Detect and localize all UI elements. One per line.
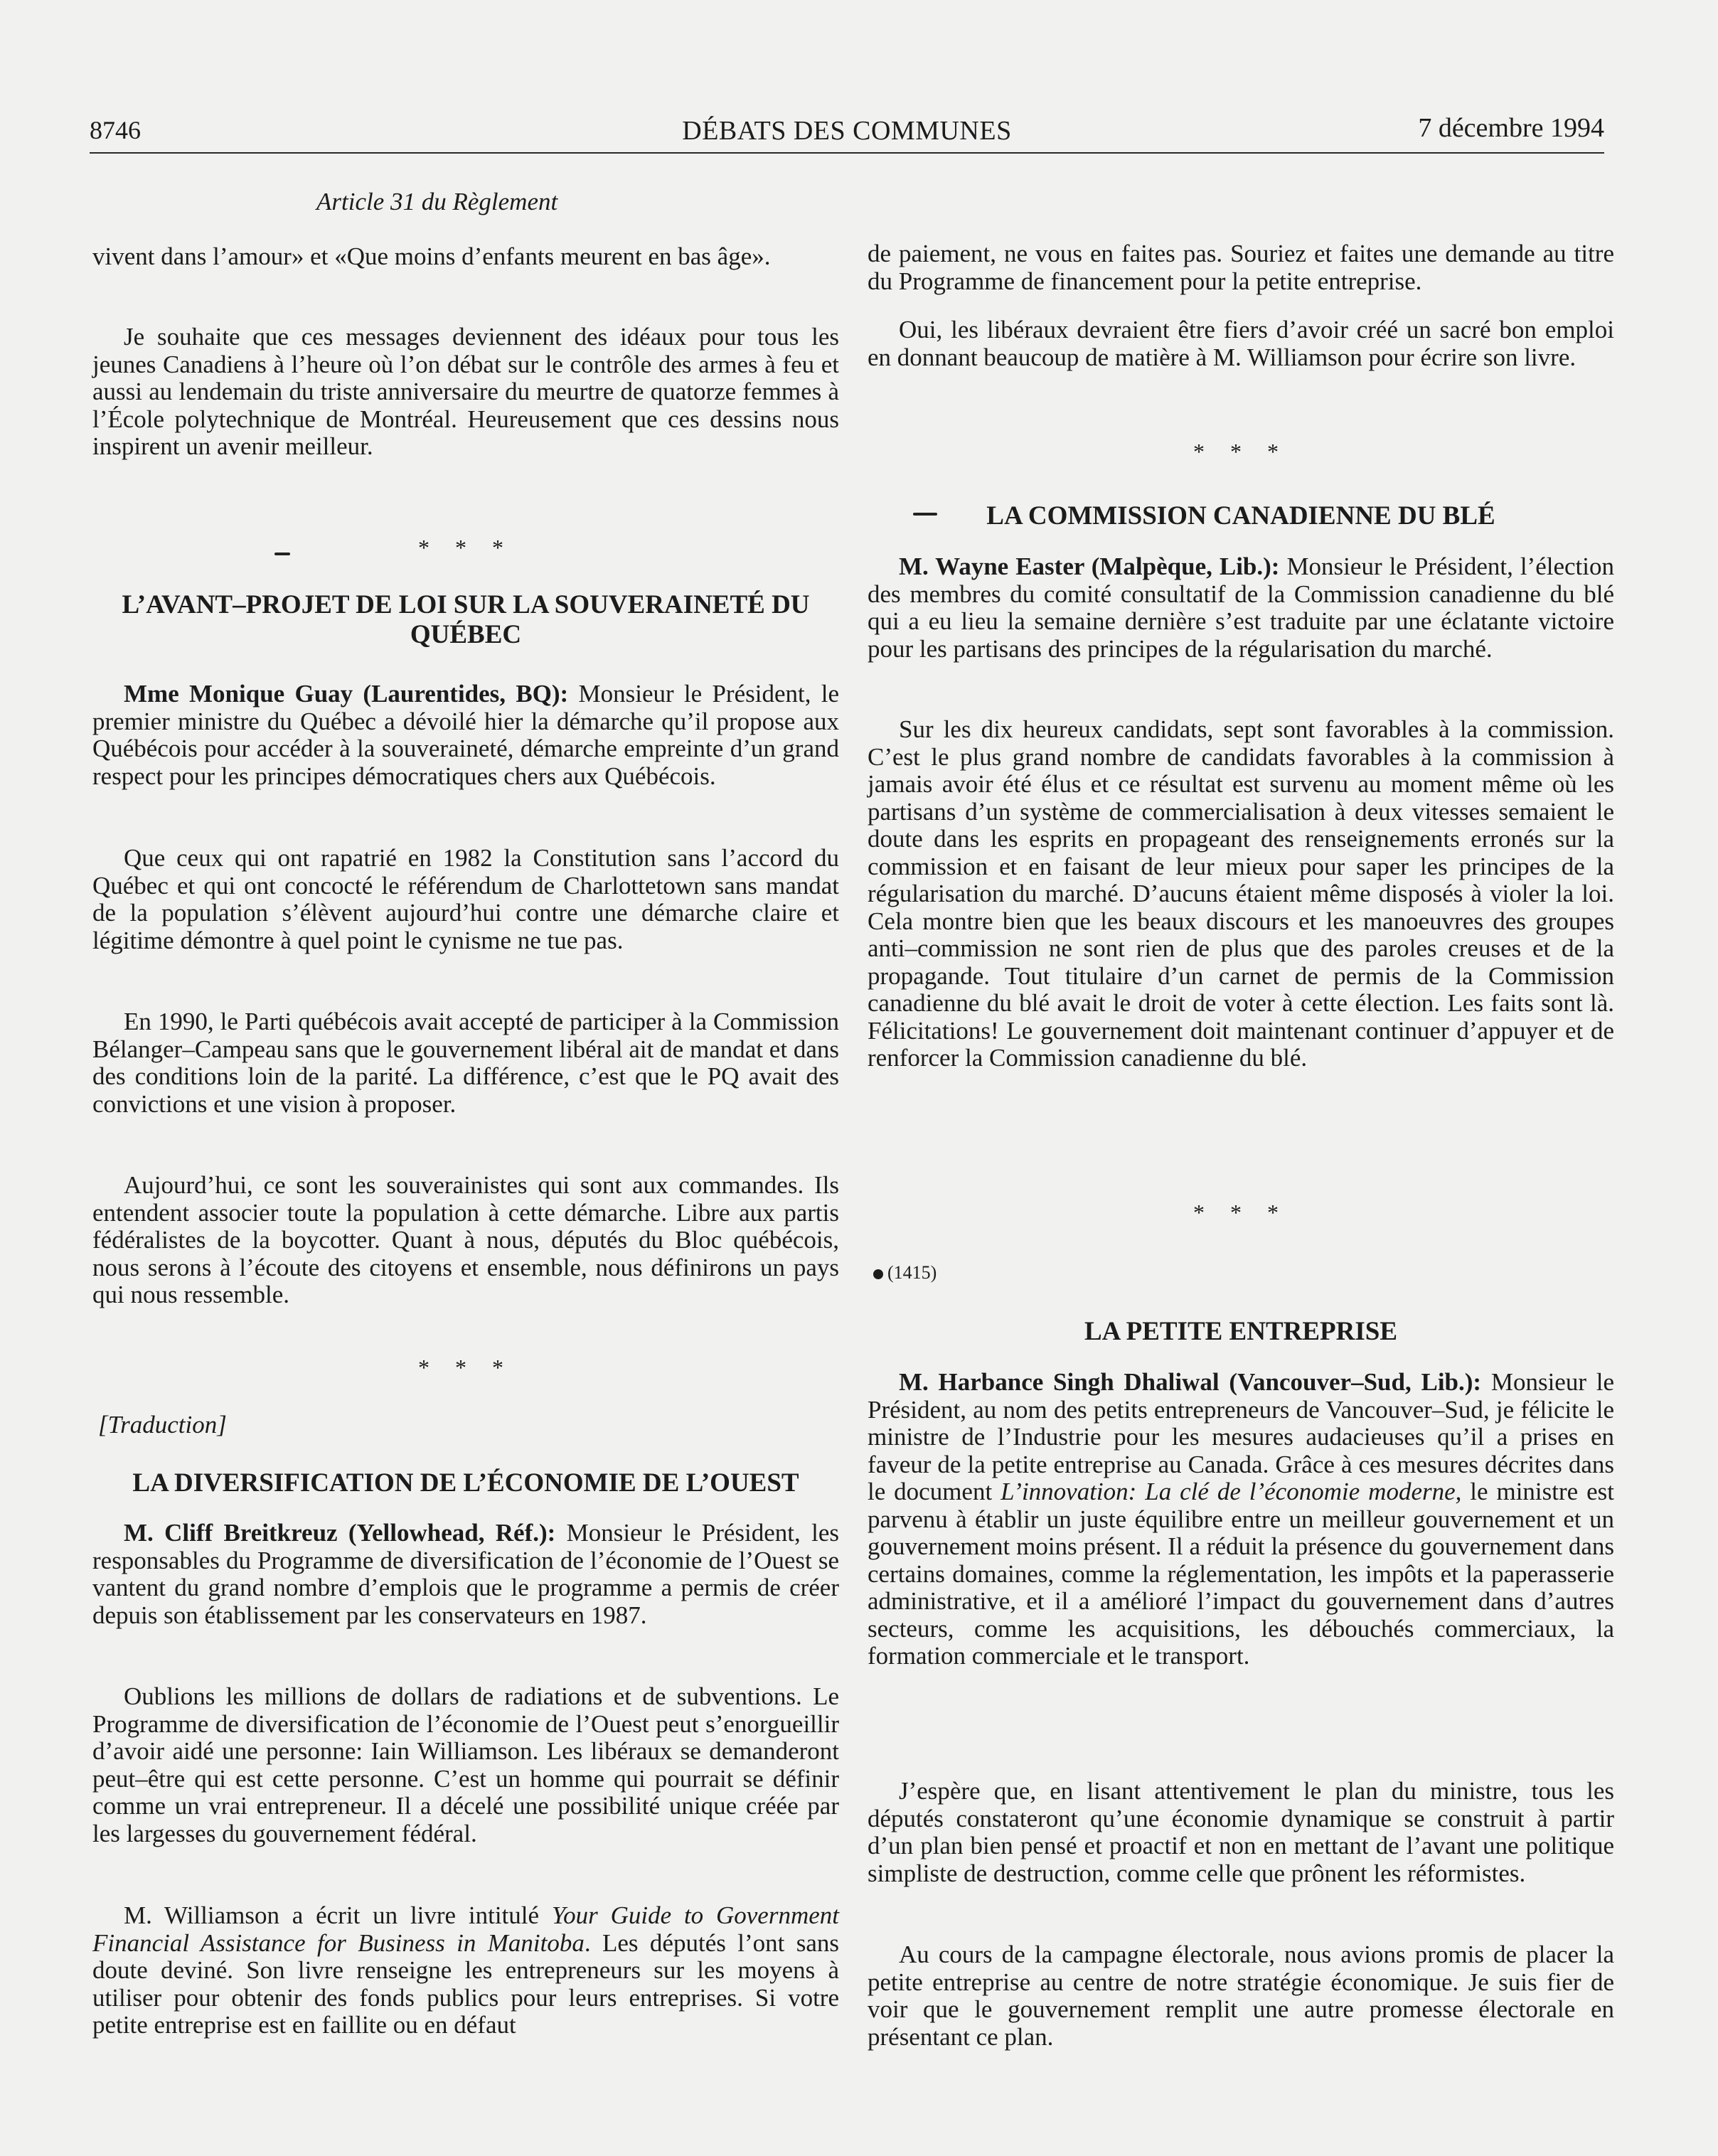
- time-stamp: (1415): [887, 1262, 937, 1283]
- section-heading: LA DIVERSIFICATION DE L’ÉCONOMIE DE L’OUEST: [132, 1468, 799, 1498]
- speaker-name: M. Cliff Breitkreuz (Yellowhead, Réf.):: [124, 1519, 556, 1547]
- paragraph: [868, 553, 1614, 663]
- speech-text: M. Williamson a écrit un livre intitulé: [124, 1901, 552, 1929]
- section-separator: * * *: [1193, 1200, 1288, 1225]
- section-heading: LA PETITE ENTREPRISE: [1084, 1317, 1398, 1346]
- document-title: L’innovation: La clé de l’économie moderne,: [1001, 1478, 1462, 1505]
- section-heading: L’AVANT–PROJET DE LOI SUR LA SOUVERAINETÉ DU QUÉBEC: [122, 590, 810, 649]
- paragraph: [92, 681, 839, 790]
- paragraph: vivent dans l’amour» et «Que moins d’enfants meurent en bas âge».: [92, 242, 771, 270]
- paragraph: Au cours de la campagne électorale, nous avions promis de placer la petite entreprise au centre de notre stratégie économique. Je suis fier de voir que le gouvernement remplit une autre promesse électorale en présentant ce plan.: [868, 1941, 1614, 2051]
- speech-text: Monsieur le Président, les responsables du Programme de diversification de l’économie de l’Ouest se vantent du grand nombre d’emplois que le programme a permis de créer depuis son établissement par les conservateurs en 1987.: [92, 1519, 839, 1629]
- paragraph: J’espère que, en lisant attentivement le plan du ministre, tous les députés constateront qu’une économie dynamique se construit à partir d’un plan bien pensé et proactif et non en mettant de l’avant une politique simpliste de destruction, comme celle que prônent les réformistes.: [868, 1777, 1614, 1887]
- speaker-name: Mme Monique Guay (Laurentides, BQ):: [124, 680, 569, 708]
- paragraph: de paiement, ne vous en faites pas. Souriez et faites une demande au titre du Programme de financement pour la petite entreprise.: [868, 240, 1614, 295]
- book-title: Your Guide to Government Financial Assistance for Business in Manitoba: [92, 1901, 839, 1957]
- paragraph: [868, 1369, 1614, 1670]
- paragraph: Sur les dix heureux candidats, sept sont favorables à la commission. C’est le plus grand nombre de candidats favorables à la commission à jamais avoir été élus et ce résultat est survenu au moment même où les partisans d’un système de commercialisation à deux vitesses semaient le doute dans les esprits en propageant des renseignements erronés sur la commission et en faisant de leur mieux pour saper les principes de la régularisation du marché. D’aucuns étaient même disposés à violer la loi. Cela montre bien que les beaux discours et les manoeuvres des groupes anti–commission ne sont rien de plus que des paroles creuses et de la propagande. Tout titulaire d’un carnet de permis de la Commission canadienne du blé avait le droit de voter à cette élection. Les faits sont là. Félicitations! Le gouvernement doit maintenant continuer d’appuyer et de renforcer la Commission canadienne du blé.: [868, 715, 1614, 1072]
- paragraph: En 1990, le Parti québécois avait accepté de participer à la Commission Bélanger–Campeau sans que le gouvernement libéral ait de mandat et dans des conditions loin de la parité. La différence, c’est que le PQ avait des convictions et une vision à proposer.: [92, 1008, 839, 1118]
- section-heading: LA COMMISSION CANADIENNE DU BLÉ: [986, 501, 1495, 530]
- paragraph: [92, 1902, 839, 2039]
- translation-note: [Traduction]: [98, 1411, 227, 1439]
- speech-text: Monsieur le Président, l’élection des membres du comité consultatif de la Commission canadienne du blé qui a eu lieu la semaine dernière s’est traduite par une éclatante victoire pour les partisans des principes de la régularisation du marché.: [868, 553, 1614, 663]
- paragraph: Je souhaite que ces messages deviennent des idéaux pour tous les jeunes Canadiens à l’heure où l’on débat sur le contrôle des armes à feu et aussi au lendemain du triste anniversaire du meurtre de quatorze femmes à l’École polytechnique de Montréal. Heureusement que ces dessins nous inspirent un avenir meilleur.: [92, 323, 839, 460]
- speech-text: Monsieur le Président, le premier ministre du Québec a dévoilé hier la démarche qu’il propose aux Québécois pour accéder à la souveraineté, démarche empreinte d’un grand respect pour les principes démocratiques chers aux Québécois.: [92, 680, 839, 790]
- speaker-name: M. Wayne Easter (Malpèque, Lib.):: [899, 553, 1280, 580]
- section-separator: * * *: [418, 1355, 513, 1380]
- speech-text: Monsieur le Président, au nom des petits entrepreneurs de Vancouver–Sud, je félicite le ministre de l’Industrie pour les mesures audacieuses qu’il a prises en faveur de la petite entreprise au Canada. Grâce à ces mesures décrites dans le document: [868, 1368, 1614, 1505]
- speaker-name: M. Harbance Singh Dhaliwal (Vancouver–Sud, Lib.):: [899, 1368, 1482, 1396]
- speech-text: le ministre est parvenu à établir un juste équilibre entre un meilleur gouvernement et un gouvernement moins présent. Il a réduit la présence du gouvernement dans certains domaines, comme la réglementation, les impôts et la paperasserie administrative, et il a amélioré l’impact du gouvernement dans d’autres secteurs, comme les acquisitions, les débouchés commerciaux, la formation commerciale et le transport.: [868, 1478, 1614, 1670]
- article-note: Article 31 du Règlement: [316, 188, 558, 215]
- paragraph: [92, 1520, 839, 1629]
- section-separator: * * *: [418, 535, 513, 560]
- page-header: [90, 112, 1604, 154]
- publication-title: DÉBATS DES COMMUNES: [682, 116, 1012, 146]
- paragraph: Oui, les libéraux devraient être fiers d’avoir créé un sacré bon emploi en donnant beaucoup de matière à M. Williamson pour écrire son livre.: [868, 316, 1614, 371]
- page-date: 7 décembre 1994: [1418, 113, 1604, 143]
- bullet-icon: [873, 1269, 883, 1279]
- paragraph: Aujourd’hui, ce sont les souverainistes qui sont aux commandes. Ils entendent associer toute la population à cette démarche. Libre aux partis fédéralistes de la boycotter. Quant à nous, députés du Bloc québécois, nous serons à l’écoute des citoyens et ensemble, nous définirons un pays qui nous ressemble.: [92, 1171, 839, 1308]
- page-number: 8746: [90, 116, 141, 144]
- paragraph: Oublions les millions de dollars de radiations et de subventions. Le Programme de diversification de l’économie de l’Ouest peut s’enorgueillir d’avoir aidé une personne: Iain Williamson. Les libéraux se demanderont peut–être qui est cette personne. C’est un homme qui pourrait se définir comme un vrai entrepreneur. Il a décelé une possibilité unique créée par les largesses du gouvernement fédéral.: [92, 1682, 839, 1847]
- time-marker: [873, 1262, 937, 1284]
- paragraph: Que ceux qui ont rapatrié en 1982 la Constitution sans l’accord du Québec et qui ont concocté le référendum de Charlottetown sans mandat de la population s’élèvent aujourd’hui contre une démarche claire et légitime démontre à quel point le cynisme ne tue pas.: [92, 844, 839, 954]
- section-separator: * * *: [1193, 439, 1288, 464]
- speech-text: . Les députés l’ont sans doute deviné. Son livre renseigne les entrepreneurs sur les moyens à utiliser pour obtenir des fonds publics pour leurs entreprises. Si votre petite entreprise est en faillite ou en défaut: [92, 1928, 840, 2039]
